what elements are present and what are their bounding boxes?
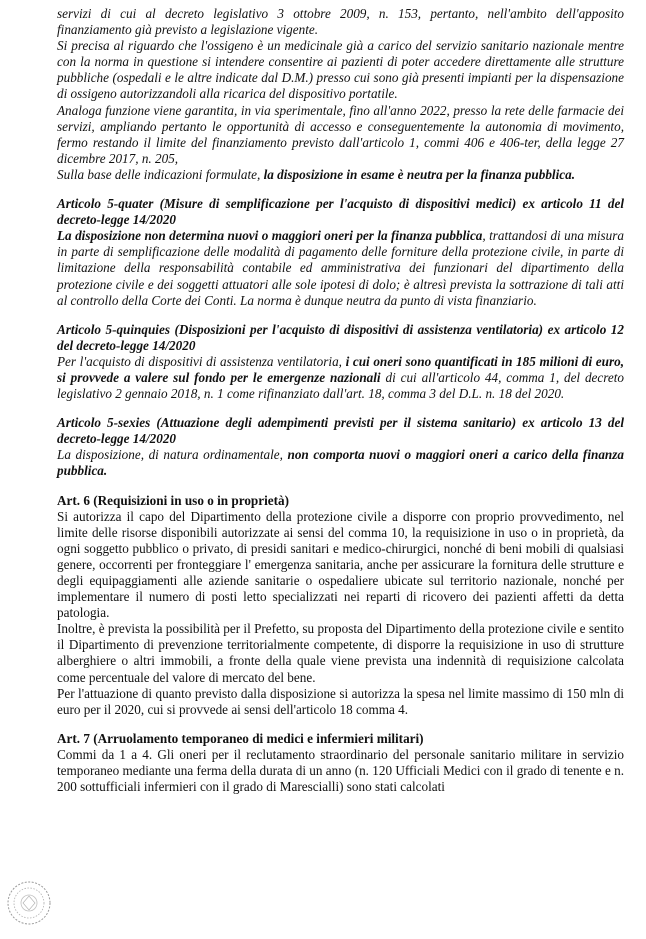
art5sexies-bold: non comporta nuovi o maggiori oneri a carico della finanza pubblica.: [57, 447, 624, 479]
official-seal-icon: [6, 880, 52, 926]
art5sexies-heading: Articolo 5-sexies (Attuazione degli adempimenti previsti per il sistema sanitario) ex articolo 13 del decreto-legge 14/2020: [57, 415, 624, 447]
intro-paragraph-1: servizi di cui al decreto legislativo 3 ottobre 2009, n. 153, pertanto, nell'ambito dell'apposito finanziamento già previsto a legislazione vigente.: [57, 6, 624, 38]
art5quinquies-text-1: Per l'acquisto di dispositivi di assistenza ventilatoria,: [57, 353, 346, 369]
document-page: [57, 6, 624, 795]
art6-paragraph-1: Si autorizza il capo del Dipartimento della protezione civile a disporre con proprio provvedimento, nel limite delle risorse disponibili autorizzate ai sensi del comma 10, la requisizione in uso o in proprietà, da ogni soggetto pubblico o privato, di presidi sanitari e medico-chirurgici, nonché di beni mobili di qualsiasi genere, occorrenti per fronteggiare l' emergenza sanitaria, anche per assicurare la fornitura delle strutture e degli equipaggiamenti alle aziende sanitarie o ospedaliere ubicate sul territorio nazionale, nonché per implementare il numero di posti letto specializzati nei reparti di ricovero dei pazienti affetti da detta patologia.: [57, 508, 624, 621]
art5quinquies-bold: i cui oneri sono quantificati in 185 milioni di euro, si provvede a valere sul fondo per le emergenze nazionali: [57, 353, 624, 385]
art6-heading: Art. 6 (Requisizioni in uso o in proprietà): [57, 492, 290, 508]
intro-conclusion: [57, 167, 624, 183]
art5quater-bold: La disposizione non determina nuovi o maggiori oneri per la finanza pubblica: [57, 228, 483, 244]
art5quater-heading: Articolo 5-quater (Misure di semplificazione per l'acquisto di dispositivi medici) ex articolo 11 del decreto-legge 14/2020: [57, 196, 624, 228]
art5quinquies-heading: Articolo 5-quinquies (Disposizioni per l'acquisto di dispositivi di assistenza ventilatoria) ex articolo 12 del decreto-legge 14/2020: [57, 321, 624, 353]
art5sexies-body: [57, 447, 624, 479]
art5quater-body: [57, 228, 624, 308]
art5sexies-text: La disposizione, di natura ordinamentale,: [57, 447, 288, 463]
intro-conclusion-text: Sulla base delle indicazioni formulate,: [57, 166, 264, 182]
art7-paragraph-1: Commi da 1 a 4. Gli oneri per il reclutamento straordinario del personale sanitario militare in servizio temporaneo mediante una ferma della durata di un anno (n. 120 Ufficiali Medici con il grado di tenente e n. 200 sottufficiali infermieri con il grado di Marescialli) sono stati calcolati: [57, 746, 624, 795]
intro-paragraph-3: Analoga funzione viene garantita, in via sperimentale, fino all'anno 2022, presso la rete delle farmacie dei servizi, ampliando pertanto le opportunità di accesso e conseguentemente la autonomia di movimento, fermo restando il limite del finanziamento previsto dall'articolo 1, commi 406 e 406-ter, della legge 27 dicembre 2017, n. 205,: [57, 102, 624, 166]
art7-heading: Art. 7 (Arruolamento temporaneo di medici e infermieri militari): [57, 730, 424, 746]
art5quinquies-body: [57, 354, 624, 402]
art6-paragraph-3: Per l'attuazione di quanto previsto dalla disposizione si autorizza la spesa nel limite massimo di 150 mln di euro per il 2020, cui si provvede ai sensi dell'articolo 18 comma 4.: [57, 685, 624, 717]
intro-paragraph-2: Si precisa al riguardo che l'ossigeno è un medicinale già a carico del servizio sanitario nazionale mentre con la norma in questione si intendere consentire ai pazienti di poter accedere direttamente alle strutture pubbliche (ospedali e le altre indicate dal D.M.) presso cui sono già presenti impianti per la dispensazione di ossigeno autorizzandoli alla ricarica del dispositivo portatile.: [57, 38, 624, 102]
art5quater-text: , trattandosi di una misura in parte di semplificazione delle modalità di pagamento delle forniture della protezione civile, in parte di limitazione della responsabilità contabile ed amministrativa dei funzionari del dipartimento della protezione civile e dei soggetti attuatori alle sole ipotesi di dolo; è altresì prevista la sottrazione di tali atti al controllo della Corte dei Conti. La norma è dunque neutra da punto di vista finanziario.: [57, 228, 624, 308]
intro-conclusion-bold: la disposizione in esame è neutra per la finanza pubblica.: [263, 166, 575, 182]
art6-paragraph-2: Inoltre, è prevista la possibilità per il Prefetto, su proposta del Dipartimento della protezione civile e sentito il Dipartimento di prevenzione territorialmente competente, di disporre la requisizione in uso di strutture alberghiere o altri immobili, a fronte della quale viene prevista una indennità di requisizione calcolata come percentuale del valore di mercato del bene.: [57, 621, 624, 685]
art5quinquies-text-2: di cui all'articolo 44, comma 1, del decreto legislativo 2 gennaio 2018, n. 1 come rifinanziato dall'art. 18, comma 3 del D.L. n. 18 del 2020.: [57, 369, 625, 402]
